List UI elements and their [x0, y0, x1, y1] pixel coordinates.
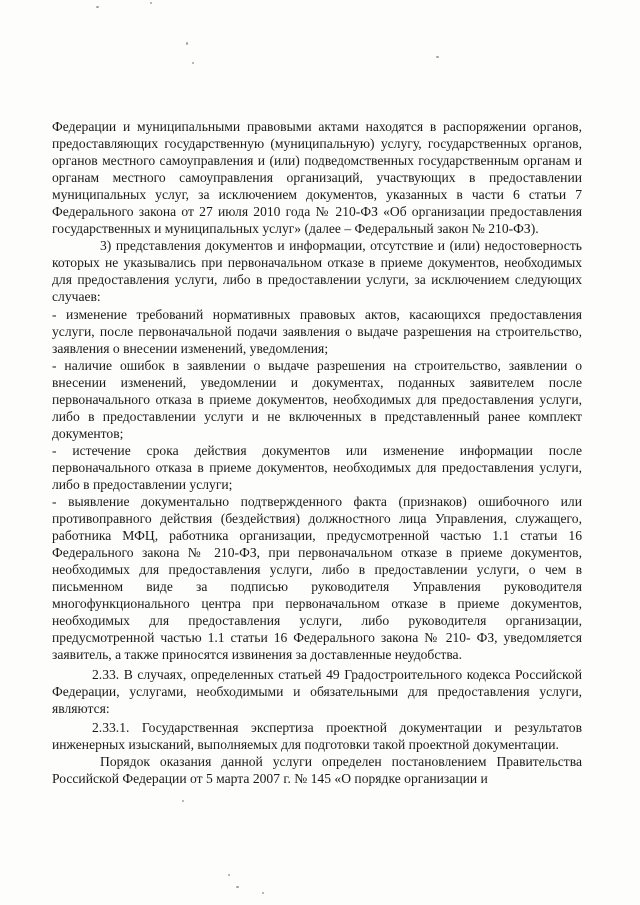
paragraph-bullet-2: - наличие ошибок в заявлении о выдаче разрешения на строительство, заявлении о внесении изменений, уведомлении и документах, поданных заявителем после первоначального отказа в приеме документов, необходимых для предоставления услуги, либо в предоставлении услуги и не включенных в представленный ранее комплект документов; — [52, 357, 582, 441]
paragraph-continuation: Федерации и муниципальными правовыми актами находятся в распоряжении органов, предоставляющих государственную (муниципальную) услугу, государственных органов, органов местного самоуправления и (или) подведомственных государственным органам и органам местного самоуправления организаций, участвующих в предоставлении муниципальных услуг, за исключением документов, указанных в части 6 статьи 7 Федерального закона от 27 июля 2010 года № 210-ФЗ «Об организации предоставления государственных и муниципальных услуг» (далее – Федеральный закон № 210-ФЗ). — [52, 119, 582, 237]
scan-speck — [228, 874, 230, 876]
paragraph-bullet-4: - выявление документально подтвержденного факта (признаков) ошибочного или противоправного действия (бездействия) должностного лица Управления, служащего, работника МФЦ, работника организации, предусмотренной частью 1.1 статьи 16 Федерального закона № 210-ФЗ, при первоначальном отказе в приеме документов, необходимых для предоставления услуги, либо в предоставлении услуги, о чем в письменном виде за подписью руководителя Управления руководителя многофункционального центра при первоначальном отказе в приеме документов, необходимых для предоставления услуги, либо руководителя организации, предусмотренной частью 1.1 статьи 16 Федерального закона № 210- ФЗ, уведомляется заявитель, а также приносятся извинения за доставленные неудобства. — [52, 494, 582, 663]
paragraph-bullet-3: - истечение срока действия документов или изменение информации после первоначального отказа в приеме документов, необходимых для предоставления услуги, либо в предоставлении услуги; — [52, 442, 582, 492]
scan-speck — [182, 800, 184, 802]
scan-speck — [192, 62, 194, 64]
scan-speck — [262, 892, 264, 894]
scan-speck — [96, 6, 99, 8]
scan-speck — [186, 42, 188, 45]
paragraph-procedure: Порядок оказания данной услуги определен постановлением Правительства Российской Федерации от 5 марта 2007 г. № 145 «О порядке организации и — [52, 753, 582, 786]
paragraph-2-33: 2.33. В случаях, определенных статьей 49 Градостроительного кодекса Российской Федерации, услугами, необходимыми и обязательными для предоставления услуги, являются: — [52, 666, 582, 716]
scan-speck — [436, 56, 439, 58]
paragraph-2-33-1: 2.33.1. Государственная экспертиза проектной документации и результатов инженерных изысканий, выполняемых для подготовки такой проектной документации. — [52, 719, 582, 752]
scan-speck — [150, 2, 152, 4]
document-body — [52, 118, 582, 787]
paragraph-item-3: 3) представления документов и информации, отсутствие и (или) недостоверность которых не указывались при первоначальном отказе в приеме документов, необходимых для предоставления услуги, либо в предоставлении услуги, за исключением следующих случаев: — [52, 238, 582, 305]
paragraph-bullet-1: - изменение требований нормативных правовых актов, касающихся предоставления услуги, после первоначальной подачи заявления о выдаче разрешения на строительство, заявления о внесении изменений, уведомления; — [52, 306, 582, 356]
scan-speck — [236, 886, 239, 888]
